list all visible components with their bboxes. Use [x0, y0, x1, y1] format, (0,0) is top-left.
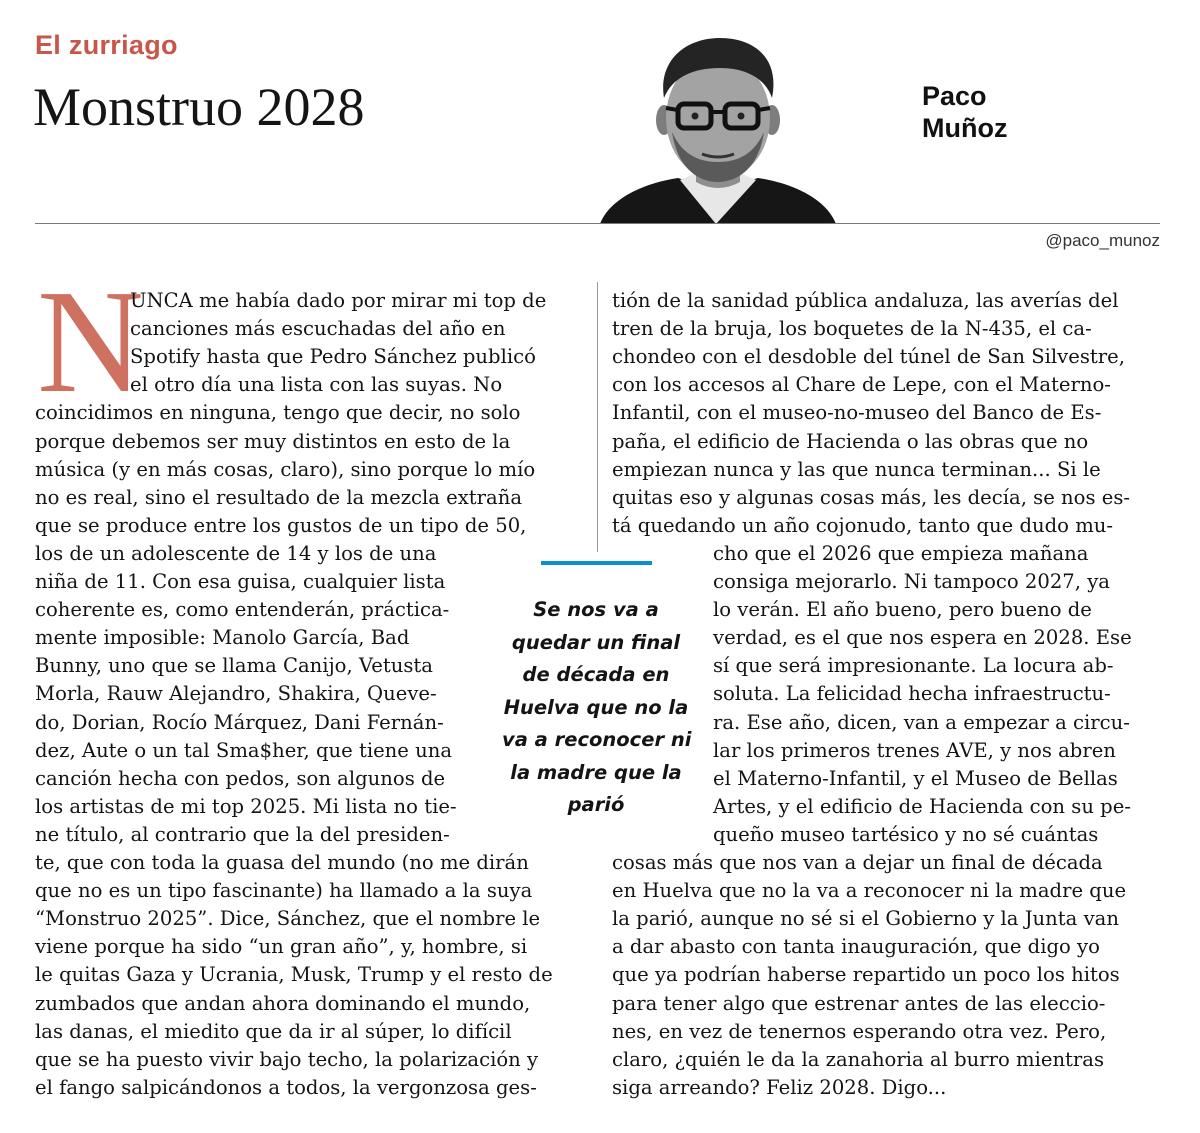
drop-cap: N	[37, 260, 144, 424]
article-line: le quitas Gaza y Ucrania, Musk, Trump y el resto de	[35, 963, 553, 987]
article-line: “Monstruo 2025”. Dice, Sánchez, que el nombre le	[35, 907, 541, 931]
article-line: lar los primeros trenes AVE, y nos abren	[713, 738, 1116, 762]
article-line: con los accesos al Chare de Lepe, con el Materno-	[612, 373, 1111, 397]
article-line: los de un adolescente de 14 y los de una	[35, 541, 437, 565]
article-line: cho que el 2026 que empieza mañana	[713, 541, 1089, 565]
article-line: tá quedando un año cojonudo, tanto que dudo mu-	[612, 513, 1114, 537]
pull-quote-line: Huelva que no la	[503, 695, 689, 719]
article-line: verdad, es el que nos espera en 2028. Ese	[713, 626, 1132, 650]
article-line: ra. Ese año, dicen, van a empezar a circu-	[713, 710, 1130, 734]
article-line: te, que con toda la guasa del mundo (no me dirán	[35, 851, 529, 874]
pull-quote-line: de década en	[522, 663, 670, 686]
article-line: el fango salpicándonos a todos, la vergonzosa ges-	[35, 1075, 537, 1099]
article-line: ne título, al contrario que la del presiden-	[35, 822, 450, 846]
article-line: UNCA me había dado por mirar mi top de	[130, 289, 547, 312]
article-line: cosas más que nos van a dejar un final de década	[612, 851, 1103, 874]
article-line: soluta. La felicidad hecha infraestructu-	[713, 682, 1111, 706]
article-line: nes, en vez de tenernos esperando otra vez. Pero,	[612, 1019, 1107, 1043]
pull-quote-line: va a reconocer ni	[502, 728, 692, 751]
article-line: que no es un tipo fascinante) ha llamado a la suya	[35, 879, 533, 903]
pull-quote-line: Se nos va a	[533, 598, 659, 621]
article-line: música (y en más cosas, claro), sino porque lo mío	[35, 457, 536, 481]
article-line: quitas eso y algunas cosas más, les decía, se nos es-	[612, 485, 1131, 509]
article-line: mente imposible: Manolo García, Bad	[35, 626, 410, 650]
article-line: Bunny, uno que se llama Canijo, Vetusta	[35, 654, 433, 678]
author-first-name: Paco	[922, 81, 987, 111]
pull-quote-line: parió	[567, 793, 625, 816]
article-line: Artes, y el edificio de Hacienda con su pe-	[713, 794, 1131, 818]
author-last-name: Muñoz	[922, 113, 1008, 143]
article-line: empiezan nunca y las que nunca terminan... Si le	[612, 457, 1101, 481]
article-line: lo verán. El año bueno, pero bueno de	[713, 598, 1092, 622]
article-line: coincidimos en ninguna, tengo que decir, no solo	[35, 401, 521, 425]
article-line: tren de la bruja, los boquetes de la N-435, el ca-	[612, 317, 1092, 341]
article-line: los artistas de mi top 2025. Mi lista no tie-	[35, 794, 457, 818]
column-divider	[597, 282, 598, 552]
article-line: do, Dorian, Rocío Márquez, Dani Fernán-	[35, 710, 444, 734]
article-line: canción hecha con pedos, son algunos de	[35, 766, 446, 790]
article-line: viene porque ha sido “un gran año”, y, hombre, si	[35, 935, 528, 959]
article-line: el otro día una lista con las suyas. No	[130, 373, 503, 397]
pull-quote	[502, 594, 690, 822]
article-line: la parió, aunque no sé si el Gobierno y la Junta van	[612, 907, 1119, 931]
article-line: a dar abasto con tanta inauguración, que digo yo	[612, 935, 1100, 959]
article-line: tión de la sanidad pública andaluza, las averías del	[612, 289, 1119, 312]
author-byline	[922, 80, 1007, 144]
article-title: Monstruo 2028	[33, 77, 365, 137]
article-line: consiga mejorarlo. Ni tampoco 2027, ya	[713, 570, 1110, 593]
article-line: Infantil, con el museo-no-museo del Banco de Es-	[612, 401, 1102, 425]
article-line: no es real, sino el resultado de la mezcla extraña	[35, 485, 523, 509]
article-line: siga arreando? Feliz 2028. Digo...	[612, 1075, 947, 1099]
article-line: paña, el edificio de Hacienda o las obras que no	[612, 429, 1089, 453]
article-line: que se produce entre los gustos de un tipo de 50,	[35, 513, 527, 537]
article-line: Morla, Rauw Alejandro, Shakira, Queve-	[35, 682, 437, 706]
pull-quote-line: la madre que la	[510, 760, 682, 784]
article-line: claro, ¿quién le da la zanahoria al burro mientras	[612, 1047, 1105, 1071]
article-line: las danas, el miedito que da ir al súper, lo difícil	[35, 1019, 512, 1043]
article-line: el Materno-Infantil, y el Museo de Bellas	[713, 766, 1118, 790]
article-line: que ya podrían haberse repartido un poco los hitos	[612, 963, 1120, 987]
article-line: queño museo tartésico y no sé cuántas	[713, 822, 1099, 846]
article-line: porque debemos ser muy distintos en esto de la	[35, 429, 511, 453]
author-handle: @paco_munoz	[1045, 231, 1160, 250]
article-line: para tener algo que estrenar antes de las eleccio-	[612, 991, 1106, 1015]
article-line: niña de 11. Con esa guisa, cualquier lista	[35, 570, 446, 593]
article-line: Spotify hasta que Pedro Sánchez publicó	[130, 345, 536, 369]
article-line: chondeo con el desdoble del túnel de San Silvestre,	[612, 345, 1125, 369]
article-line: en Huelva que no la va a reconocer ni la madre que	[612, 879, 1127, 903]
article-line: sí que será impresionante. La locura ab-	[713, 654, 1114, 678]
article-line: canciones más escuchadas del año en	[130, 317, 506, 341]
header-divider	[35, 223, 1160, 224]
article-line: coherente es, como entenderán, prácticа-	[35, 598, 450, 622]
article-line: que se ha puesto vivir bajo techo, la polarización y	[35, 1047, 539, 1071]
section-name: El zurriago	[35, 30, 178, 60]
article-line: zumbados que andan ahora dominando el mundo,	[35, 991, 531, 1015]
author-portrait-icon	[598, 32, 838, 224]
article-line: dez, Aute o un tal Sma$her, que tiene una	[35, 738, 453, 762]
pull-quote-accent	[541, 561, 652, 565]
pull-quote-line: quedar un final	[511, 630, 681, 654]
